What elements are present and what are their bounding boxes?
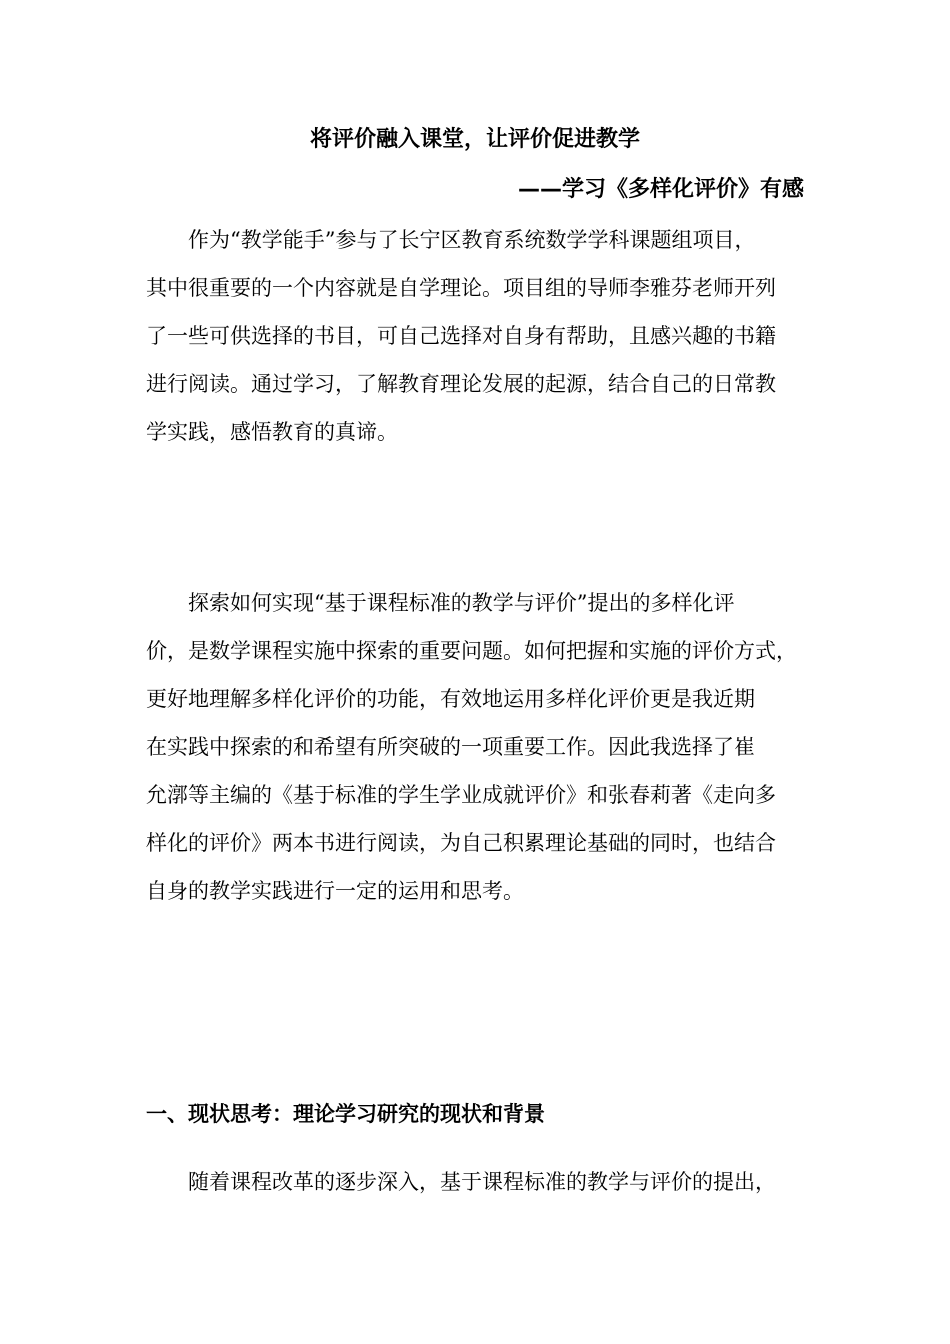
paragraph-2 [146,579,806,915]
paragraph-line: 更好地理解多样化评价的功能，有效地运用多样化评价更是我近期 [146,687,755,711]
paragraph-1 [146,216,806,456]
paragraph-line: 样化的评价》两本书进行阅读，为自己积累理论基础的同时，也结合 [146,831,776,855]
paragraph-3 [146,1158,776,1206]
paragraph-line: 随着课程改革的逐步深入，基于课程标准的教学与评价的提出， [146,1170,776,1194]
paragraph-line: 进行阅读。通过学习，了解教育理论发展的起源，结合自己的日常教 [146,372,776,396]
section-heading: 一、现状思考：理论学习研究的现状和背景 [146,1101,545,1126]
paragraph-line: 允漷等主编的《基于标准的学生学业成就评价》和张春莉著《走向多 [146,783,776,807]
paragraph-line: 其中很重要的一个内容就是自学理论。项目组的导师李雅芬老师开列 [146,276,776,300]
paragraph-line: 学实践，感悟教育的真谛。 [146,420,398,444]
paragraph-line: 自身的教学实践进行一定的运用和思考。 [146,879,524,903]
document-subtitle: ——学习《多样化评价》有感 [517,177,804,202]
paragraph-line: 价，是数学课程实施中探索的重要问题。如何把握和实施的评价方式， [146,639,797,663]
document-title: 将评价融入课堂，让评价促进教学 [309,127,640,152]
paragraph-line: 在实践中探索的和希望有所突破的一项重要工作。因此我选择了崔 [146,735,755,759]
paragraph-line: 作为“教学能手”参与了长宁区教育系统数学学科课题组项目， [146,228,756,252]
paragraph-line: 探索如何实现“基于课程标准的教学与评价”提出的多样化评 [146,591,735,615]
paragraph-line: 了一些可供选择的书目，可自己选择对自身有帮助，且感兴趣的书籍 [146,324,776,348]
